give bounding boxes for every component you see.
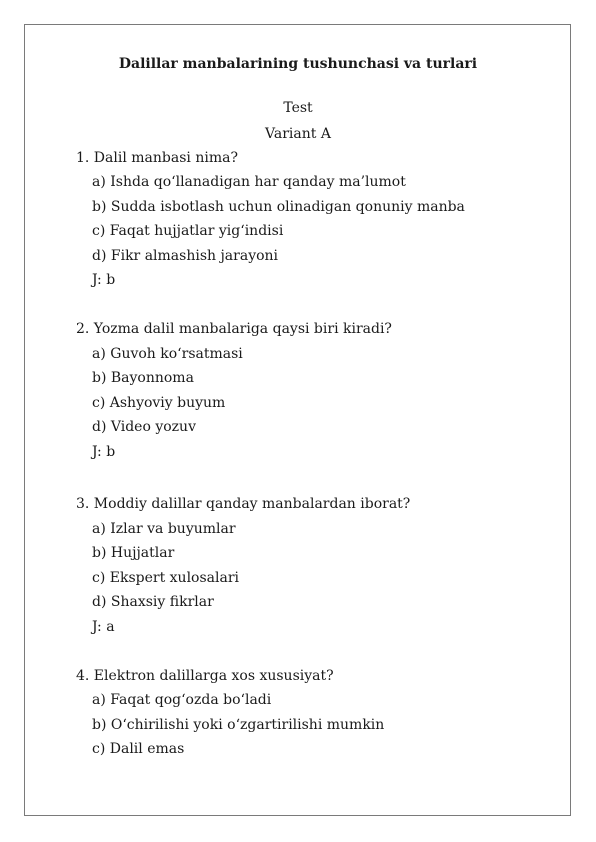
document-title: Dalillar manbalarining tushunchasi va turlari bbox=[118, 56, 478, 72]
question-1-option-d: d) Fikr almashish jarayoni bbox=[92, 248, 279, 264]
question-3-answer: J: a bbox=[92, 619, 115, 635]
question-1: 1. Dalil manbasi nima? bbox=[76, 150, 238, 166]
question-3-option-a: a) Izlar va buyumlar bbox=[92, 521, 236, 537]
question-3-option-c: c) Ekspert xulosalari bbox=[92, 570, 239, 586]
question-1-option-c: c) Faqat hujjatlar yig‘indisi bbox=[92, 223, 284, 239]
question-3-option-b: b) Hujjatlar bbox=[92, 545, 175, 561]
question-1-option-a: a) Ishda qo‘llanadigan har qanday ma’lumot bbox=[92, 174, 406, 190]
question-3-option-d: d) Shaxsiy fikrlar bbox=[92, 594, 214, 610]
question-2-option-a: a) Guvoh ko‘rsatmasi bbox=[92, 346, 243, 362]
question-2-answer: J: b bbox=[92, 444, 116, 460]
question-1-option-b: b) Sudda isbotlash uchun olinadigan qonuniy manba bbox=[92, 199, 465, 215]
question-1-answer: J: b bbox=[92, 272, 116, 288]
test-heading: Test bbox=[283, 100, 313, 116]
question-2: 2. Yozma dalil manbalariga qaysi biri kiradi? bbox=[76, 321, 392, 337]
question-4-option-b: b) O‘chirilishi yoki o‘zgartirilishi mumkin bbox=[92, 717, 385, 733]
question-2-option-c: c) Ashyoviy buyum bbox=[92, 395, 226, 411]
question-2-option-d: d) Video yozuv bbox=[92, 419, 196, 435]
question-3: 3. Moddiy dalillar qanday manbalardan iborat? bbox=[76, 496, 411, 512]
question-4-option-a: a) Faqat qog‘ozda bo‘ladi bbox=[92, 692, 272, 708]
question-2-option-b: b) Bayonnoma bbox=[92, 370, 194, 386]
variant-label: Variant A bbox=[265, 126, 331, 142]
question-4-option-c: c) Dalil emas bbox=[92, 741, 185, 757]
question-4: 4. Elektron dalillarga xos xususiyat? bbox=[76, 668, 334, 684]
